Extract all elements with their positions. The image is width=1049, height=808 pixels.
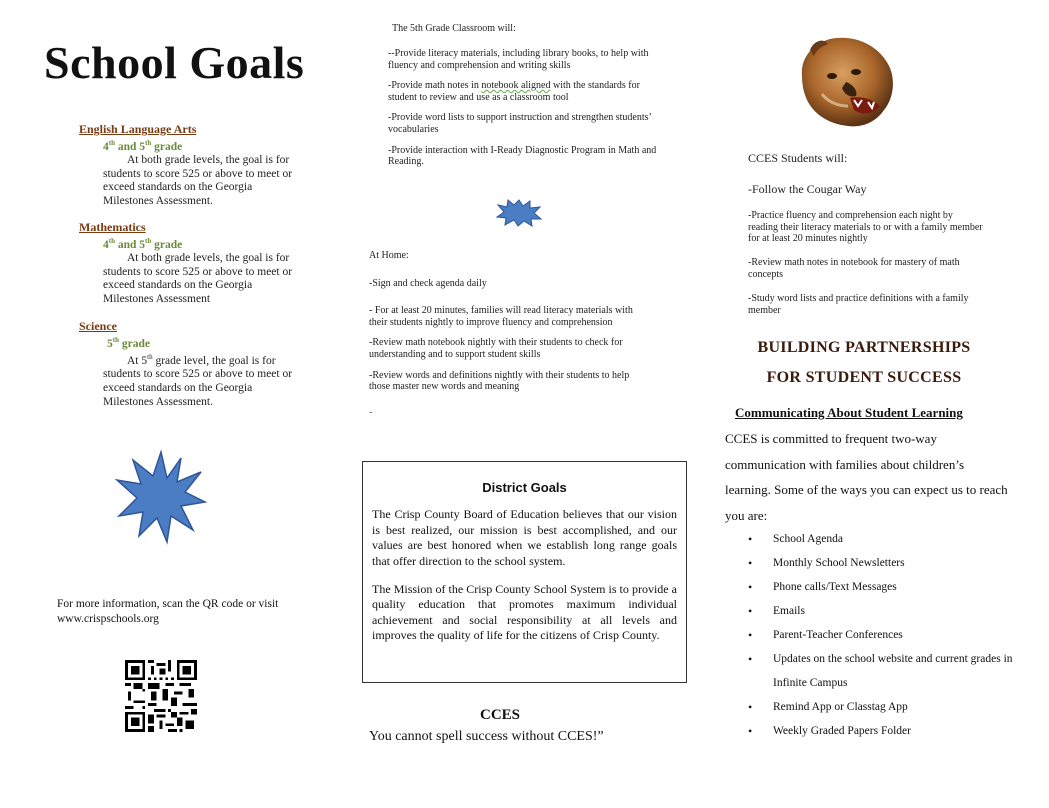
communication-heading: Communicating About Student Learning xyxy=(735,405,963,420)
home-list xyxy=(369,250,649,428)
goal-grade: 4th and 5th grade xyxy=(103,138,183,153)
list-item: -Provide interaction with I-Ready Diagnostic Program in Math and Reading. xyxy=(388,144,657,168)
classroom-heading: The 5th Grade Classroom will: xyxy=(392,23,516,34)
starburst-icon xyxy=(115,450,207,544)
list-item: • Phone calls/Text Messages xyxy=(748,575,1013,599)
list-item: • School Agenda xyxy=(748,527,1013,551)
district-mission-text: The Mission of the Crisp County School System is to provide a quality education that promotes maximum individual achievement and social responsibility at all levels and improves the quality of life for the citizens of Crisp County. xyxy=(372,582,677,643)
list-item: - For at least 20 minutes, families will read literacy materials with their students nightly to improve fluency and comprehension xyxy=(369,305,633,328)
list-item: -Provide math notes in notebook aligned with the standards for student to review and use as a classroom tool xyxy=(388,80,640,103)
district-goals-box xyxy=(362,461,687,683)
goal-text: At both grade levels, the goal is for students to score 525 or above to meet or exceed standards on the Georgia Milestones Assessment xyxy=(103,252,293,305)
cougar-icon xyxy=(792,36,898,130)
communication-list xyxy=(748,527,1013,743)
goal-heading: English Language Arts xyxy=(79,122,197,136)
goal-grade: 5th grade xyxy=(107,335,150,350)
district-vision-text: The Crisp County Board of Education believes that our vision is best realized, our mission is best accomplished, and our values are best honored when we establish long range goals that offer direction to the school system. xyxy=(372,507,677,568)
goal-grade: 4th and 5th grade xyxy=(103,236,183,251)
list-item: -Study word lists and practice definitions with a family member xyxy=(748,292,969,316)
list-item: • Weekly Graded Papers Folder xyxy=(748,719,1013,743)
page-title: School Goals xyxy=(44,37,305,88)
list-item: -Review math notes in notebook for mastery of math concepts xyxy=(748,257,960,280)
goal-science xyxy=(79,320,299,409)
home-heading: At Home: xyxy=(369,250,409,261)
communication-text: CCES is committed to frequent two-way communication with families about children’s learning. Some of the ways you can expect us to reach you are: xyxy=(725,431,1008,523)
list-item: -Review words and definitions nightly with their students to help those master new words and meaning xyxy=(369,369,630,393)
list-item: --Provide literacy materials, including library books, to help with fluency and comprehension and writing skills xyxy=(388,48,649,71)
starburst-small-icon xyxy=(496,199,542,227)
district-goals-heading: District Goals xyxy=(482,480,567,495)
cces-title: CCES xyxy=(480,707,521,723)
goal-heading: Science xyxy=(79,319,117,333)
more-info-text: For more information, scan the QR code or visit www.crispschools.org xyxy=(57,598,279,625)
list-item: -Practice fluency and comprehension each night by reading their literacy materials to or with a family member for at least 20 minutes nightly xyxy=(748,209,983,245)
list-item: -Sign and check agenda daily xyxy=(369,277,487,289)
qr-code-icon[interactable] xyxy=(123,660,199,732)
list-item: • Parent-Teacher Conferences xyxy=(748,623,1013,647)
cces-tagline: You cannot spell success without CCES!” xyxy=(369,729,604,744)
list-item: -Provide word lists to support instruction and strengthen students’ vocabularies xyxy=(388,112,652,135)
clipped-text-fragment: - xyxy=(369,406,373,418)
students-heading: CCES Students will: xyxy=(748,151,848,165)
list-item: • Updates on the school website and current grades in Infinite Campus xyxy=(748,647,1013,695)
partnership-heading: BUILDING PARTNERSHIPS FOR STUDENT SUCCESS xyxy=(757,339,971,386)
classroom-list xyxy=(388,48,658,177)
list-item: • Emails xyxy=(748,599,1013,623)
students-list xyxy=(748,184,983,328)
goal-heading: Mathematics xyxy=(79,220,146,234)
list-item: • Remind App or Classtag App xyxy=(748,695,1013,719)
goal-text: At 5th grade level, the goal is for students to score 525 or above to meet or exceed standards on the Georgia Milestones Assessment. xyxy=(103,353,293,408)
list-item: -Follow the Cougar Way xyxy=(748,182,867,196)
goal-text: At both grade levels, the goal is for students to score 525 or above to meet or exceed standards on the Georgia Milestones Assessment. xyxy=(103,154,293,207)
list-item: • Monthly School Newsletters xyxy=(748,551,1013,575)
list-item: -Review math notebook nightly with their students to check for understanding and to support student skills xyxy=(369,337,623,360)
goal-math xyxy=(79,221,299,306)
goal-ela xyxy=(79,123,299,208)
